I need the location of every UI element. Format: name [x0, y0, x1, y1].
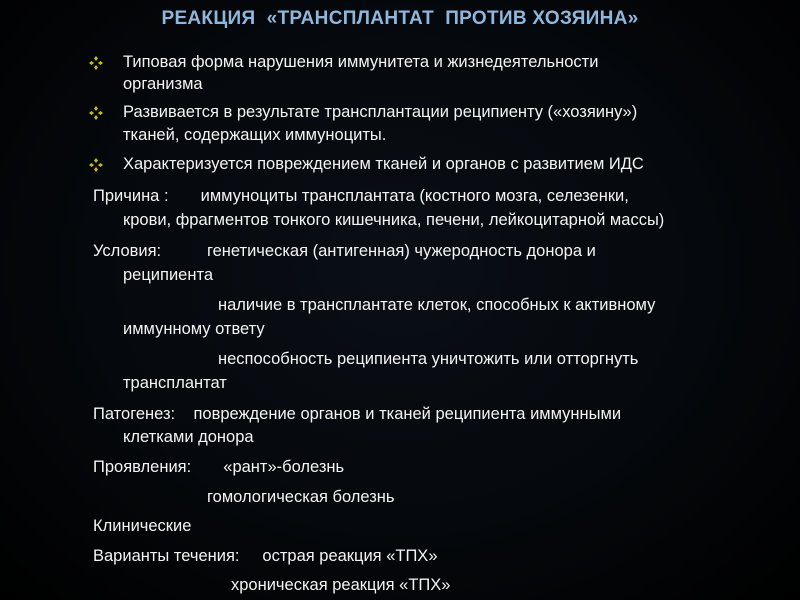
conditions-line-3: наличие в трансплантате клеток, способных к активному	[218, 296, 656, 314]
cause-line-2: крови, фрагментов тонкого кишечника, печени, лейкоцитарной массы)	[123, 211, 665, 229]
slide-title: РЕАКЦИЯ «ТРАНСПЛАНТАТ ПРОТИВ ХОЗЯИНА»	[161, 8, 639, 29]
conditions-line-5: неспособность реципиента уничтожить или отторгнуть	[218, 350, 639, 368]
conditions-line-1: Условия: генетическая (антигенная) чужеродность донора и	[93, 242, 596, 260]
course-variants-line-1: Варианты течения: острая реакция «ТПХ»	[93, 547, 438, 565]
manifestations-line-2: гомологическая болезнь	[207, 488, 395, 506]
conditions-line-2: реципиента	[123, 266, 214, 284]
diamond-cluster-icon	[88, 105, 104, 121]
cause-line-1: Причина : иммуноциты трансплантата (костного мозга, селезенки,	[93, 187, 629, 205]
course-variants-line-2: хроническая реакция «ТПХ»	[231, 576, 451, 594]
bullet-3-line-1: Характеризуется повреждением тканей и органов с развитием ИДС	[123, 155, 644, 173]
bullet-1-line-2: организма	[123, 75, 203, 93]
diamond-cluster-icon	[88, 157, 104, 173]
bullet-2-line-1: Развивается в результате трансплантации реципиенту («хозяину»)	[123, 103, 638, 121]
pathogenesis-line-2: клетками донора	[123, 428, 254, 446]
bullet-2-line-2: тканей, содержащих иммуноциты.	[123, 126, 387, 144]
clinical-line: Клинические	[93, 517, 192, 535]
conditions-line-6: трансплантат	[123, 374, 227, 392]
diamond-cluster-icon	[88, 55, 104, 71]
conditions-line-4: иммунному ответу	[123, 320, 265, 338]
pathogenesis-line-1: Патогенез: повреждение органов и тканей реципиента иммунными	[93, 405, 622, 423]
manifestations-line-1: Проявления: «рант»-болезнь	[93, 458, 345, 476]
bullet-1-line-1: Типовая форма нарушения иммунитета и жизнедеятельности	[123, 53, 599, 71]
